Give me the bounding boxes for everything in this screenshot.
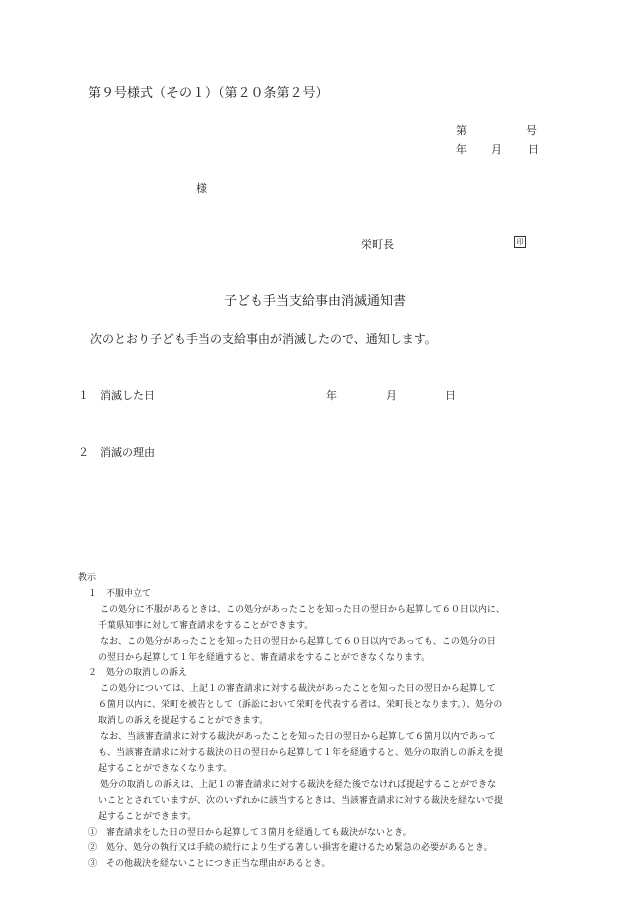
lead-text: 次のとおり子ども手当の支給事由が消滅したので、通知します。 (90, 332, 437, 346)
item2-number: ２ (78, 446, 89, 459)
notice-line: いこととされていますが、次のいずれかに該当するときは、当該審査請求に対する裁決を経ないで提 (98, 795, 504, 806)
notice-line: 起することができます。 (98, 811, 197, 822)
notice-line: 千葉県知事に対して審査請求をすることができます。 (98, 620, 314, 631)
date-day: 日 (528, 143, 539, 156)
notice-line: なお、当該審査請求に対する裁決があったことを知った日の翌日から起算して６箇月以内であって (100, 732, 496, 743)
seal-mark: 印 (514, 236, 526, 248)
notice-line: なお、この処分があったことを知った日の翌日から起算して６０日以内であっても、この処分の日 (100, 636, 496, 647)
notice-line: １ 不服申立て (88, 588, 152, 599)
notice-line: ① 審査請求をした日の翌日から起算して３箇月を経過しても裁決がないとき。 (88, 827, 412, 838)
notice-line: の翌日から起算して１年を経過すると、審査請求をすることができなくなります。 (98, 652, 431, 663)
notice-line: ２ 処分の取消しの訴え (88, 668, 188, 679)
notice-line: ② 処分、処分の執行又は手続の続行により生ずる著しい損害を避けるため緊急の必要があるとき。 (88, 843, 493, 854)
notice-line: 処分の取消しの訴えは、上記１の審査請求に対する裁決を経た後でなければ提起することができな (100, 779, 497, 790)
form-title: 第９号様式（その１）（第２０条第２号） (88, 86, 329, 101)
notice-line: ６箇月以内に、栄町を被告として（訴訟において栄町を代表する者は、栄町長となります。）、処分の (98, 700, 503, 711)
issuer: 栄町長 (361, 238, 394, 251)
item1-label: 消滅した日 (100, 389, 155, 402)
date-month: 月 (491, 143, 502, 156)
item1-year: 年 (326, 389, 337, 402)
item1-month: 月 (386, 389, 397, 402)
notice-line: ③ その他裁決を経ないことにつき正当な理由があるとき。 (88, 859, 331, 870)
notice-line: も、当該審査請求に対する裁決の日の翌日から起算して１年を経過すると、処分の取消しの訴えを提 (98, 747, 504, 758)
item2-label: 消滅の理由 (100, 446, 155, 459)
notice-line: この処分に不服があるときは、この処分があったことを知った日の翌日から起算して６０日以内に、 (100, 604, 505, 615)
addressee-suffix: 様 (196, 182, 207, 195)
notice-section (78, 571, 563, 873)
date-year: 年 (456, 143, 467, 156)
doc-number-suffix: 号 (526, 124, 537, 137)
notice-line: 起することができなくなります。 (98, 763, 233, 774)
document-title: 子ども手当支給事由消滅通知書 (223, 294, 406, 309)
item1-number: １ (78, 389, 89, 402)
notice-heading: 教示 (78, 573, 97, 583)
notice-line: この処分については、上記１の審査請求に対する裁決があったことを知った日の翌日から起算して (100, 684, 496, 695)
item1-day: 日 (445, 389, 456, 402)
doc-number-prefix: 第 (456, 124, 467, 137)
notice-line: 取消しの訴えを提起することができます。 (98, 716, 269, 727)
